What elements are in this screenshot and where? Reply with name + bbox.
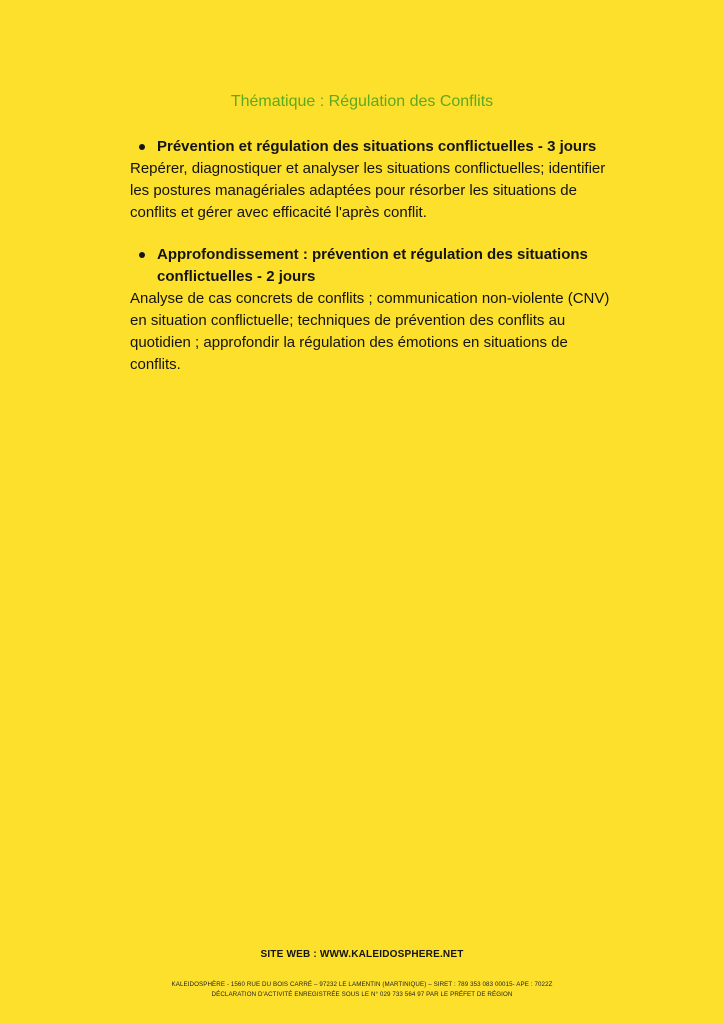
footer-website[interactable]: SITE WEB : WWW.KALEIDOSPHERE.NET [260,949,464,960]
bullet-icon [139,252,145,258]
training-section [130,136,610,224]
section-heading-text: Prévention et régulation des situations conflictuelles - 3 jours [157,138,597,155]
section-description: Repérer, diagnostiquer et analyser les situations conflictuelles; identifier les postures managériales adaptées pour résorber les situations de conflits et gérer avec efficacité l'après conflit. [130,160,606,221]
bullet-icon [139,144,145,150]
section-heading [130,136,610,158]
training-section [130,244,610,376]
section-description: Analyse de cas concrets de conflits ; communication non-violente (CNV) en situation conflictuelle; techniques de prévention des conflits au quotidien ; approfondir la régulation des émotions en situations de conflits. [130,290,610,373]
footer-legal-line: KALEIDOSPHÈRE - 1560 RUE DU BOIS CARRÉ – 97232 LE LAMENTIN (MARTINIQUE) – SIRET : 789 353 083 00015- APE : 7022Z [171,981,553,988]
page-title: Thématique : Régulation des Conflits [230,93,494,110]
section-heading-text: Approfondissement : prévention et régulation des situations conflictuelles - 2 jours [157,246,588,285]
footer-legal [0,980,724,1000]
section-heading [130,244,610,288]
footer-legal-line: DÉCLARATION D'ACTIVITÉ ENREGISTRÉE SOUS LE N° 029 733 564 97 PAR LE PRÉFET DE RÉGION [211,991,513,998]
